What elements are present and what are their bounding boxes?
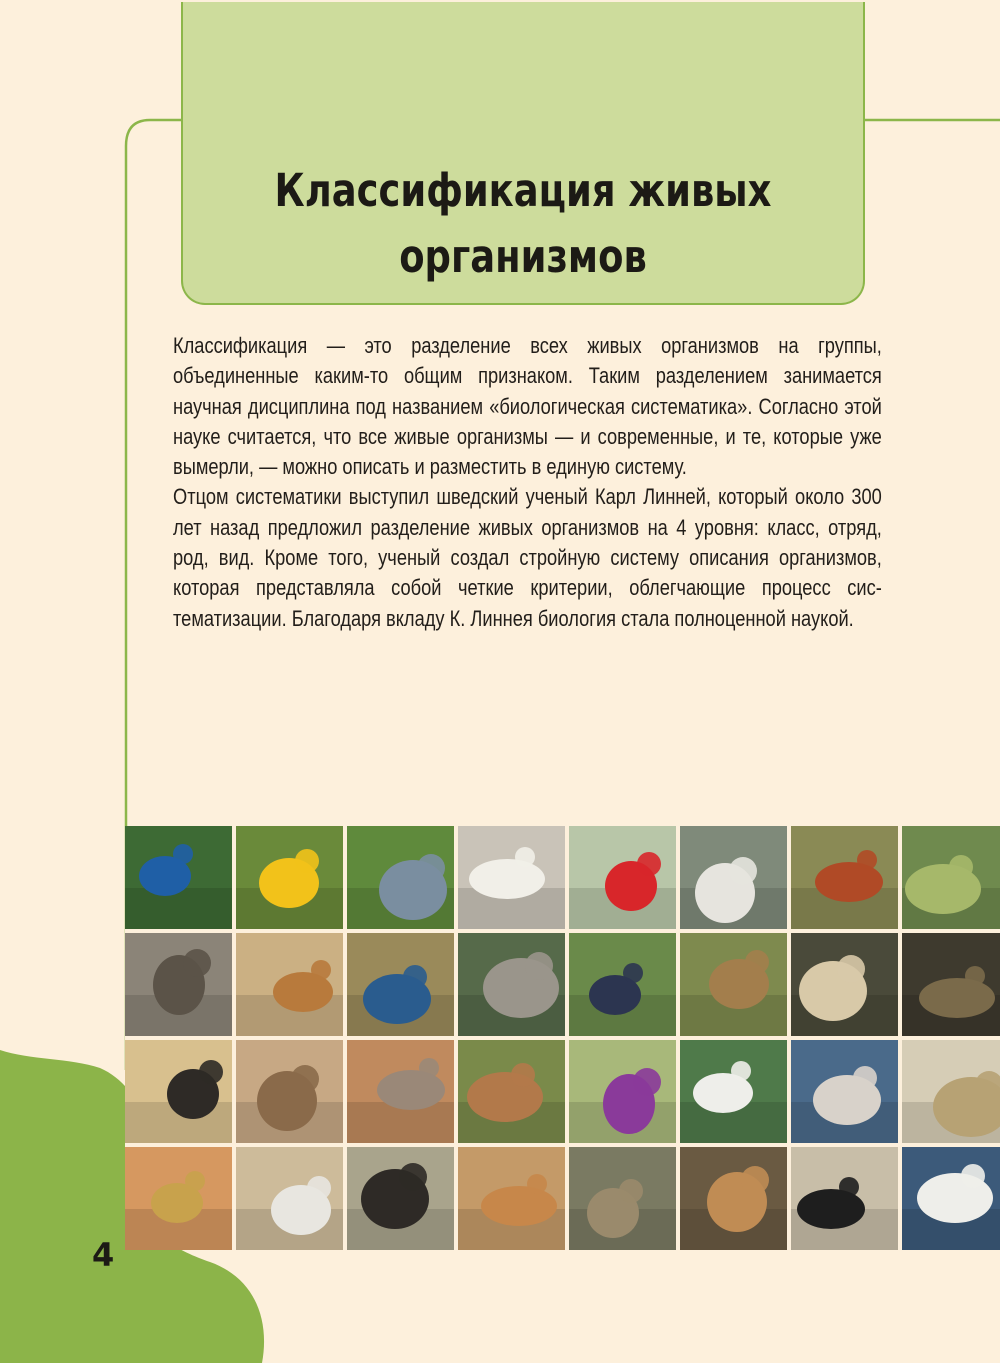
animal-photo-beetle xyxy=(569,826,676,929)
animal-photo-agama-lizard xyxy=(569,1040,676,1143)
animal-photo-dandelion-seeds xyxy=(680,826,787,929)
animal-photo-dragonfly xyxy=(791,826,898,929)
animal-photo-shoebill xyxy=(347,826,454,929)
animal-photo-frog xyxy=(680,933,787,1036)
animal-photo-snowy-owl xyxy=(458,826,565,929)
animal-photo-gazelle xyxy=(236,933,343,1036)
animal-photo-lizard xyxy=(125,933,232,1036)
animal-photo-mantis xyxy=(902,826,1000,929)
animal-photo-zebras xyxy=(791,1147,898,1250)
animal-photo-secretary-bird xyxy=(236,1147,343,1250)
animal-photo-leaf xyxy=(902,1040,1000,1143)
animal-photo-cygnet xyxy=(791,1040,898,1143)
animal-photo-ants-on-soil xyxy=(902,933,1000,1036)
animal-photo-marabou-stork xyxy=(125,1040,232,1143)
page-title: Классификация живых организмов xyxy=(274,164,772,283)
animal-photo-weaver-bird xyxy=(236,826,343,929)
animal-photo-ground-squirrel xyxy=(680,1147,787,1250)
page-number: 4 xyxy=(92,1236,115,1274)
animal-photo-coati xyxy=(347,1040,454,1143)
animal-photo-swan xyxy=(902,1147,1000,1250)
animal-photo-deer xyxy=(458,1040,565,1143)
animal-photo-grid xyxy=(125,826,1000,1250)
animal-photo-guineafowl xyxy=(569,933,676,1036)
animal-photo-great-grey-owl xyxy=(458,933,565,1036)
animal-photo-snail xyxy=(791,933,898,1036)
animal-photo-starling xyxy=(347,933,454,1036)
body-text xyxy=(173,331,882,634)
paragraph: Отцом систематики выступил шведский ученый Карл Линней, который около 300 лет назад предложил разделение живых организмов на 4 уровня: класс, отряд, род, вид. Кроме того, ученый создал стройную систему описания организмов, которая представляла собой четкие критерии, облегчающие процесс систематизации. Благодаря вкладу К. Линнея биология стала полноценной наукой. xyxy=(173,484,882,631)
animal-photo-cheetahs xyxy=(125,1147,232,1250)
animal-photo-peacock xyxy=(125,826,232,929)
animal-photo-baboon xyxy=(569,1147,676,1250)
animal-photo-francolin xyxy=(236,1040,343,1143)
animal-photo-buffalo xyxy=(347,1147,454,1250)
animal-photo-lioness xyxy=(458,1147,565,1250)
paragraph: Классификация — это разделение всех живых организмов на группы, объединенные каким-то общим признаком. Таким разделением занимается научная дисциплина под названием «биологическая систематика». Согласно этой науке считается, что все живые организмы — и современные, и те, которые уже вымерли, — можно описать и разместить в единую систему. xyxy=(173,333,882,480)
animal-photo-stork xyxy=(680,1040,787,1143)
